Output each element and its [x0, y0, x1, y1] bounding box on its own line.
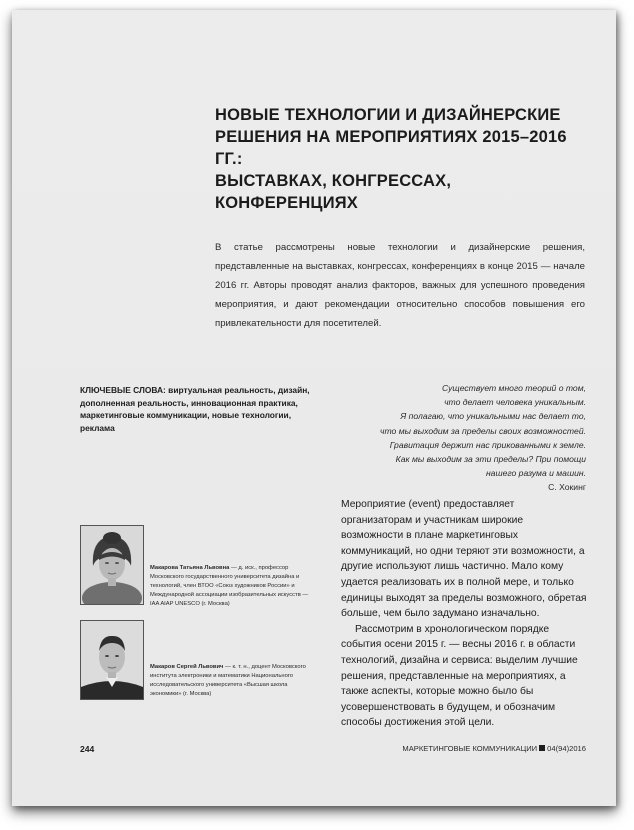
- epigraph-line: нашего разума и машин.: [485, 468, 586, 479]
- title-line: РЕШЕНИЯ НА МЕРОПРИЯТИЯХ 2015–2016 ГГ.:: [215, 128, 567, 168]
- author-photo-1: [80, 525, 144, 605]
- title-line: НОВЫЕ ТЕХНОЛОГИИ И ДИЗАЙНЕРСКИЕ: [215, 106, 561, 124]
- author-portrait-female: [81, 526, 143, 604]
- author-portrait-male: [81, 621, 143, 699]
- article-body: [341, 497, 587, 731]
- author-bio-1: [150, 564, 310, 609]
- author-details: — к. т. н., доцент Московского института электроники и математики Национального исследовательского университета «Высшая школа экономики» (г. Москва): [150, 664, 306, 697]
- epigraph-line: Гравитация держит нас прикованными к земле.: [389, 439, 586, 450]
- article-abstract: В статье рассмотрены новые технологии и дизайнерские решения, представленные на выставках, конгрессах, конференциях в конце 2015 — начале 2016 гг. Авторы проводят анализ факторов, важных для успешного проведения мероприятия, и дают рекомендации относительно способов повышения его привлекательности для посетителей.: [215, 242, 585, 329]
- page-number: 244: [80, 744, 95, 754]
- article-title: [215, 104, 595, 214]
- epigraph-line: что мы выходим за пределы своих возможностей.: [380, 425, 586, 436]
- journal-issue: 04(94)2016: [547, 744, 586, 753]
- epigraph-author: С. Хокинг: [548, 482, 586, 493]
- journal-footer: [350, 744, 586, 753]
- title-line: ВЫСТАВКАХ, КОНГРЕССАХ, КОНФЕРЕНЦИЯХ: [215, 172, 452, 212]
- epigraph: [340, 381, 586, 495]
- epigraph-line: что делает человека уникальным.: [444, 397, 586, 408]
- body-paragraph: Рассмотрим в хронологическом порядке события осени 2015 г. — весны 2016 г. в области технологий, дизайна и сервиса: выделим лучшие решения, представленные на мероприятиях, а также аспекты, которые можно было бы усовершенствовать в будущем, и обозначим способы достижения этой цели.: [341, 623, 578, 729]
- keywords: КЛЮЧЕВЫЕ СЛОВА: виртуальная реальность, дизайн, дополненная реальность, инновационная практика, маркетинговые коммуникации, новые технологии, реклама: [80, 385, 310, 433]
- author-bio-2: [150, 663, 310, 699]
- epigraph-line: Я полагаю, что уникальными нас делает то,: [400, 411, 586, 422]
- author-photo-2: [80, 620, 144, 700]
- author-name: Макаров Сергей Львович: [150, 664, 224, 670]
- journal-name: МАРКЕТИНГОВЫЕ КОММУНИКАЦИИ: [402, 744, 538, 753]
- body-paragraph: Мероприятие (event) предоставляет организаторам и участникам широкие возможности в плане маркетинговых коммуникаций, но одни теряют эти возможности, а другие используют лишь частично. Мало кому удается реализовать их в полной мере, и только единицы выходят за пределы возможного, обретая больше, чем было задумано изначально.: [341, 499, 587, 620]
- author-details: — д. иск., профессор Московского государственного университета дизайна и технологий, член ВТОО «Союз художников России» и Международной ассоциации изобразительных искусств — IAA AIAP UNESCO (г. Москва): [150, 565, 309, 607]
- epigraph-line: Существует много теорий о том,: [441, 383, 586, 393]
- author-name: Макарова Татьяна Львовна: [150, 565, 230, 571]
- square-separator-icon: [539, 745, 545, 751]
- epigraph-line: Как мы выходим за эти пределы? При помощи: [395, 454, 586, 465]
